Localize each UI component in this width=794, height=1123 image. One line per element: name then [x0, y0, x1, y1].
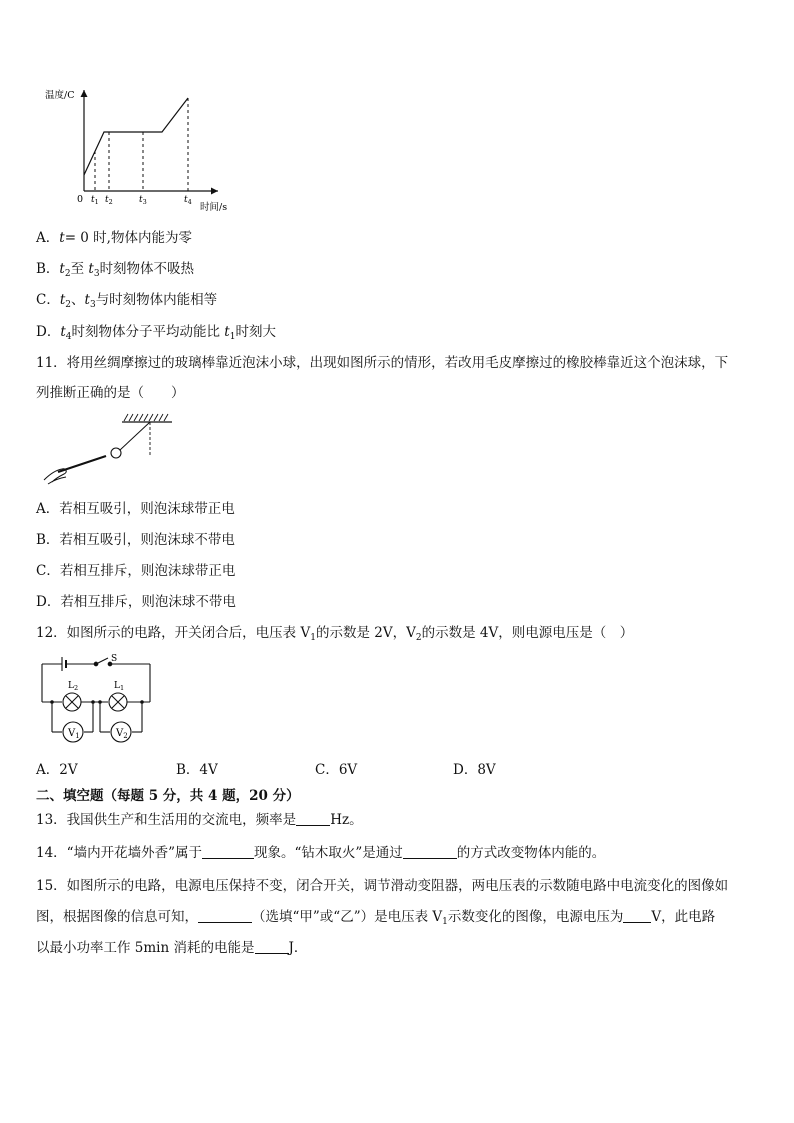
- q10-option-a: A．t= 0 时,物体内能为零: [36, 230, 192, 246]
- q12-option-d: D．8V: [453, 762, 496, 778]
- q15-line1: 15．如图所示的电路，电源电压保持不变，闭合开关，调节滑动变阻器，两电压表的示数随电路中电流变化的图像如: [36, 878, 729, 894]
- q12-circuit-diagram: [38, 652, 158, 748]
- q13-blank[interactable]: [296, 811, 330, 826]
- q11-stem-line2: 列推断正确的是（ ）: [36, 385, 185, 401]
- graph-y-label: 温度/C: [45, 90, 75, 101]
- q11-option-b: B．若相互吸引，则泡沫球不带电: [36, 532, 235, 548]
- q12-option-b: B．4V: [176, 762, 218, 778]
- q12-option-c: C．6V: [315, 762, 358, 778]
- q14-blank-2[interactable]: [403, 844, 457, 859]
- q15-blank-2[interactable]: [623, 908, 651, 923]
- q14: 14．“墙内开花墙外香”属于 现象。“钻木取火”是通过 的方式改变物体内能的。: [36, 845, 606, 861]
- q14-blank-1[interactable]: [202, 844, 254, 859]
- q15-line2: 图，根据图像的信息可知， （选填“甲”或“乙”）是电压表 $V_1$示数变化的图像，电源电压为 V，此电路: [36, 909, 716, 927]
- q11-option-c: C．若相互排斥，则泡沫球带正电: [36, 563, 236, 579]
- foam-ball: [111, 448, 121, 458]
- q12-stem: 12．如图所示的电路，开关闭合后，电压表 $V_1$的示数是 2V，$V_2$的示数是 4V，则电源电压是（ ）: [36, 625, 634, 643]
- q15-line3: 以最小功率工作 5min 消耗的电能是 J．: [36, 940, 308, 956]
- circuit-voltmeter1-label: $V_1$: [68, 728, 80, 740]
- graph-tick-t2: $t_2$: [105, 195, 113, 206]
- q15-blank-1[interactable]: [198, 908, 252, 923]
- q11-figure-rod-and-ball: [40, 412, 180, 488]
- graph-origin: 0: [77, 194, 84, 205]
- section-heading-fill-blank: 二、填空题（每题 5 分，共 4 题，20 分）: [36, 788, 300, 804]
- q10-option-c: C．$t_2$、$t_3$与时刻物体内能相等: [36, 292, 218, 310]
- q10-option-d: D．$t_4$时刻物体分子平均动能比 $t_1$时刻大: [36, 324, 276, 342]
- graph-tick-t1: $t_1$: [91, 195, 99, 206]
- q11-option-d: D．若相互排斥，则泡沫球不带电: [36, 594, 236, 610]
- q10-option-b: B．$t_2$至 $t_3$时刻物体不吸热: [36, 261, 195, 279]
- circuit-voltmeter2-label: $V_2$: [116, 728, 128, 740]
- graph-tick-t4: $t_4$: [184, 195, 192, 206]
- circuit-switch-label: S: [111, 654, 118, 664]
- q12-option-a: A．2V: [36, 762, 78, 778]
- temperature-time-graph: [40, 82, 250, 214]
- q13: 13．我国供生产和生活用的交流电，频率是 Hz。: [36, 812, 363, 828]
- circuit-lamp1-label: $L_1$: [114, 681, 125, 692]
- q11-option-a: A．若相互吸引，则泡沫球带正电: [36, 501, 235, 517]
- q15-blank-3[interactable]: [255, 939, 289, 954]
- graph-tick-t3: $t_3$: [139, 195, 147, 206]
- circuit-lamp2-label: $L_2$: [68, 681, 79, 692]
- graph-curve: [84, 98, 188, 175]
- graph-x-label: 时间/s: [200, 202, 228, 213]
- q11-stem-line1: 11．将用丝绸摩擦过的玻璃棒靠近泡沫小球，出现如图所示的情形，若改用毛皮摩擦过的橡胶棒靠近这个泡沫球，下: [36, 355, 729, 371]
